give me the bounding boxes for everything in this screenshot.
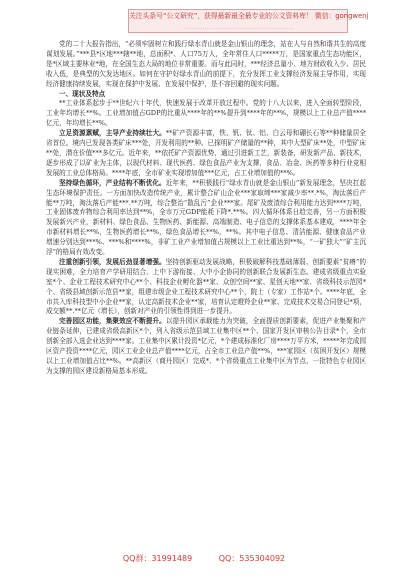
promo-banner[interactable] [128,9,369,33]
paragraph-resources-lead: 立足资源禀赋，主导产业持续壮大。 [59,129,166,138]
paragraph-green [46,179,366,258]
paragraph-intro-text: 党的二十大报告指出，“必须牢固树立和践行绿水青山就是金山银山的理念，站在人与自然和谐共生的高度谋划发展。”***县*区地***辖**地，总面积*、人口75万人，全年常住人口*****万，是国家重点生态功能区，是*区域主要林业*地，在全国生态大局的地位非常重要。而与此同时，***经济总量小、地方财政收入少、居民收入低，是典型的欠发达地区。如何在守护好绿水青山的前提下，充分发挥工业支撑经济发展主导作用，实现经济健康持续发展，实现在保护中发展、在发展中保护，是不容回避的现实问题。 [46,40,366,88]
paragraph-overview [46,99,366,129]
section-heading [46,90,366,100]
paragraph-parks-lead: 完善园区功能，集聚效应不断提升。 [59,317,166,326]
paragraph-parks-text: 以提升园区承载能力为突破，全面提质创新要素，促进产业集聚和产业链条延伸，已建成省级高新区*个，列入省级示范县域工业集中区**个、国家开发区审核公告目录*个，全市创新全部入选企业达到****家。工业集中区累计投资*亿元，*个建成标准化厂房****万平方米，*****年完成园区资产投资****亿元，园区工业企业总产值****亿元，占全市工业总产值**%，***家园区（贫困开发区）规模以上工业增加值占比**%。**高新区（商丹园区）完成*、*个省级重点工业集中区为节点、一批特色专业园区为支撑的园区建设新格局基本形成。 [46,317,367,375]
document-body [46,40,366,377]
paragraph-resources-text: **矿产资源丰富，铁、钒、钛、铝、白云母和硼长石等**种储量居全省首位。境内已发现各类矿床***处，开发利用的**种。已探明矿产储量的**种，其中大型矿床**处，中型矿床**处，潜在价值***多亿元。近年来，**依托矿产资源优势，通过引进新工艺，新装备，研发新产品、新技术，逐步形成了以矿业为主体，以现代材料、现代医药、绿色食品产业为支撑，食品、冶金、医药等多种行业竞相发展的工业总体格局。****年底，全市矿业实现增加值***亿元，占工业增加值的**%。 [46,129,367,177]
footer-qq-group: QQ群：31991489 [122,554,193,563]
paragraph-innovation-text: 坚持创新驱动发展战略，积极破解科技基础薄弱、创新要素“贫瘠”的现实困难，全力培育产学研用结合、上中下游衔接、大中小企协同的创新联合发展新生态。建成省级重点实验室*个、企业工程技术研究中心**个、科技企业孵化器**家、众创空间**家、星创天地**家、省级科技示范园*个、省级县域创新示范县**家，组建市级企业工程技术研究中心**个，院士（专家）工作站*个。****年底，全市共入库科技型中小企业**家，认定高新技术企业**家，培育认定瞪羚企业**家、完成技术交易合同登记*项，成交额**.**亿元（增长），创新对产业的引领性得到进一步提升。 [46,257,366,316]
section-heading-text: 一、现状及特点 [59,89,106,98]
paragraph-overview-text: **工业体系起步于**世纪六十年代，快速发展于改革开放过程中。党的十八大以来，进入全面转型阶段，工业年均增长**%。工业增加值占GDP的比重从****年的**%提升到****年的**%，规模以上工业总产值****亿元，年均增长**%。 [46,99,366,128]
paragraph-green-text: 近年来，**积极践行“绿水青山就是金山银山”新发展理念，坚决扛起生态环境保护责任。一方面加快改造传统产业，累计整合矿山企业***家取缔***家减少率**.*%，淘汰落后产能**万吨，淘汰落后产能***.**万吨，综合整治“散乱污”企业***家。尾矿及废渣综合利用能力达到****万吨，工业固体废弃物综合利用率达到**%，全市万元GDP能耗下降*.**%。四大循环体系日趋完善，另一方面积极发展新兴产业，新材料、绿色食品、生物医药、新能源、高端制造、电子信息的支撑体系基本建成，****年全市新材料增长**%，生物医药增长**%，绿色食品增长**%，**%。其中电子信息、清洁能源、健康食品产业增速分别达到***%、***%和****%，非矿工业产业增加值占规模以上工业比重达到**%，“一矿独大”“矿主沉浮”的格局有效改变。 [46,178,366,257]
footer-qq: QQ：535304092 [218,554,286,563]
paragraph-innovation [46,258,366,317]
paragraph-intro [46,40,366,90]
promo-banner-text: 关注头条号“公文研究”，获得最新最全最专业的公文资料库！ 微信：gongwenj [129,12,369,20]
footer-contact [0,553,408,564]
paragraph-innovation-lead: 注重创新引领，发展后劲显著增强。 [59,257,166,266]
paragraph-green-lead: 坚持绿色循环，产业结构不断优化。 [59,178,166,187]
paragraph-resources [46,129,366,179]
paragraph-parks [46,317,366,376]
promo-banner-subtext: ................................................... [182,23,294,31]
